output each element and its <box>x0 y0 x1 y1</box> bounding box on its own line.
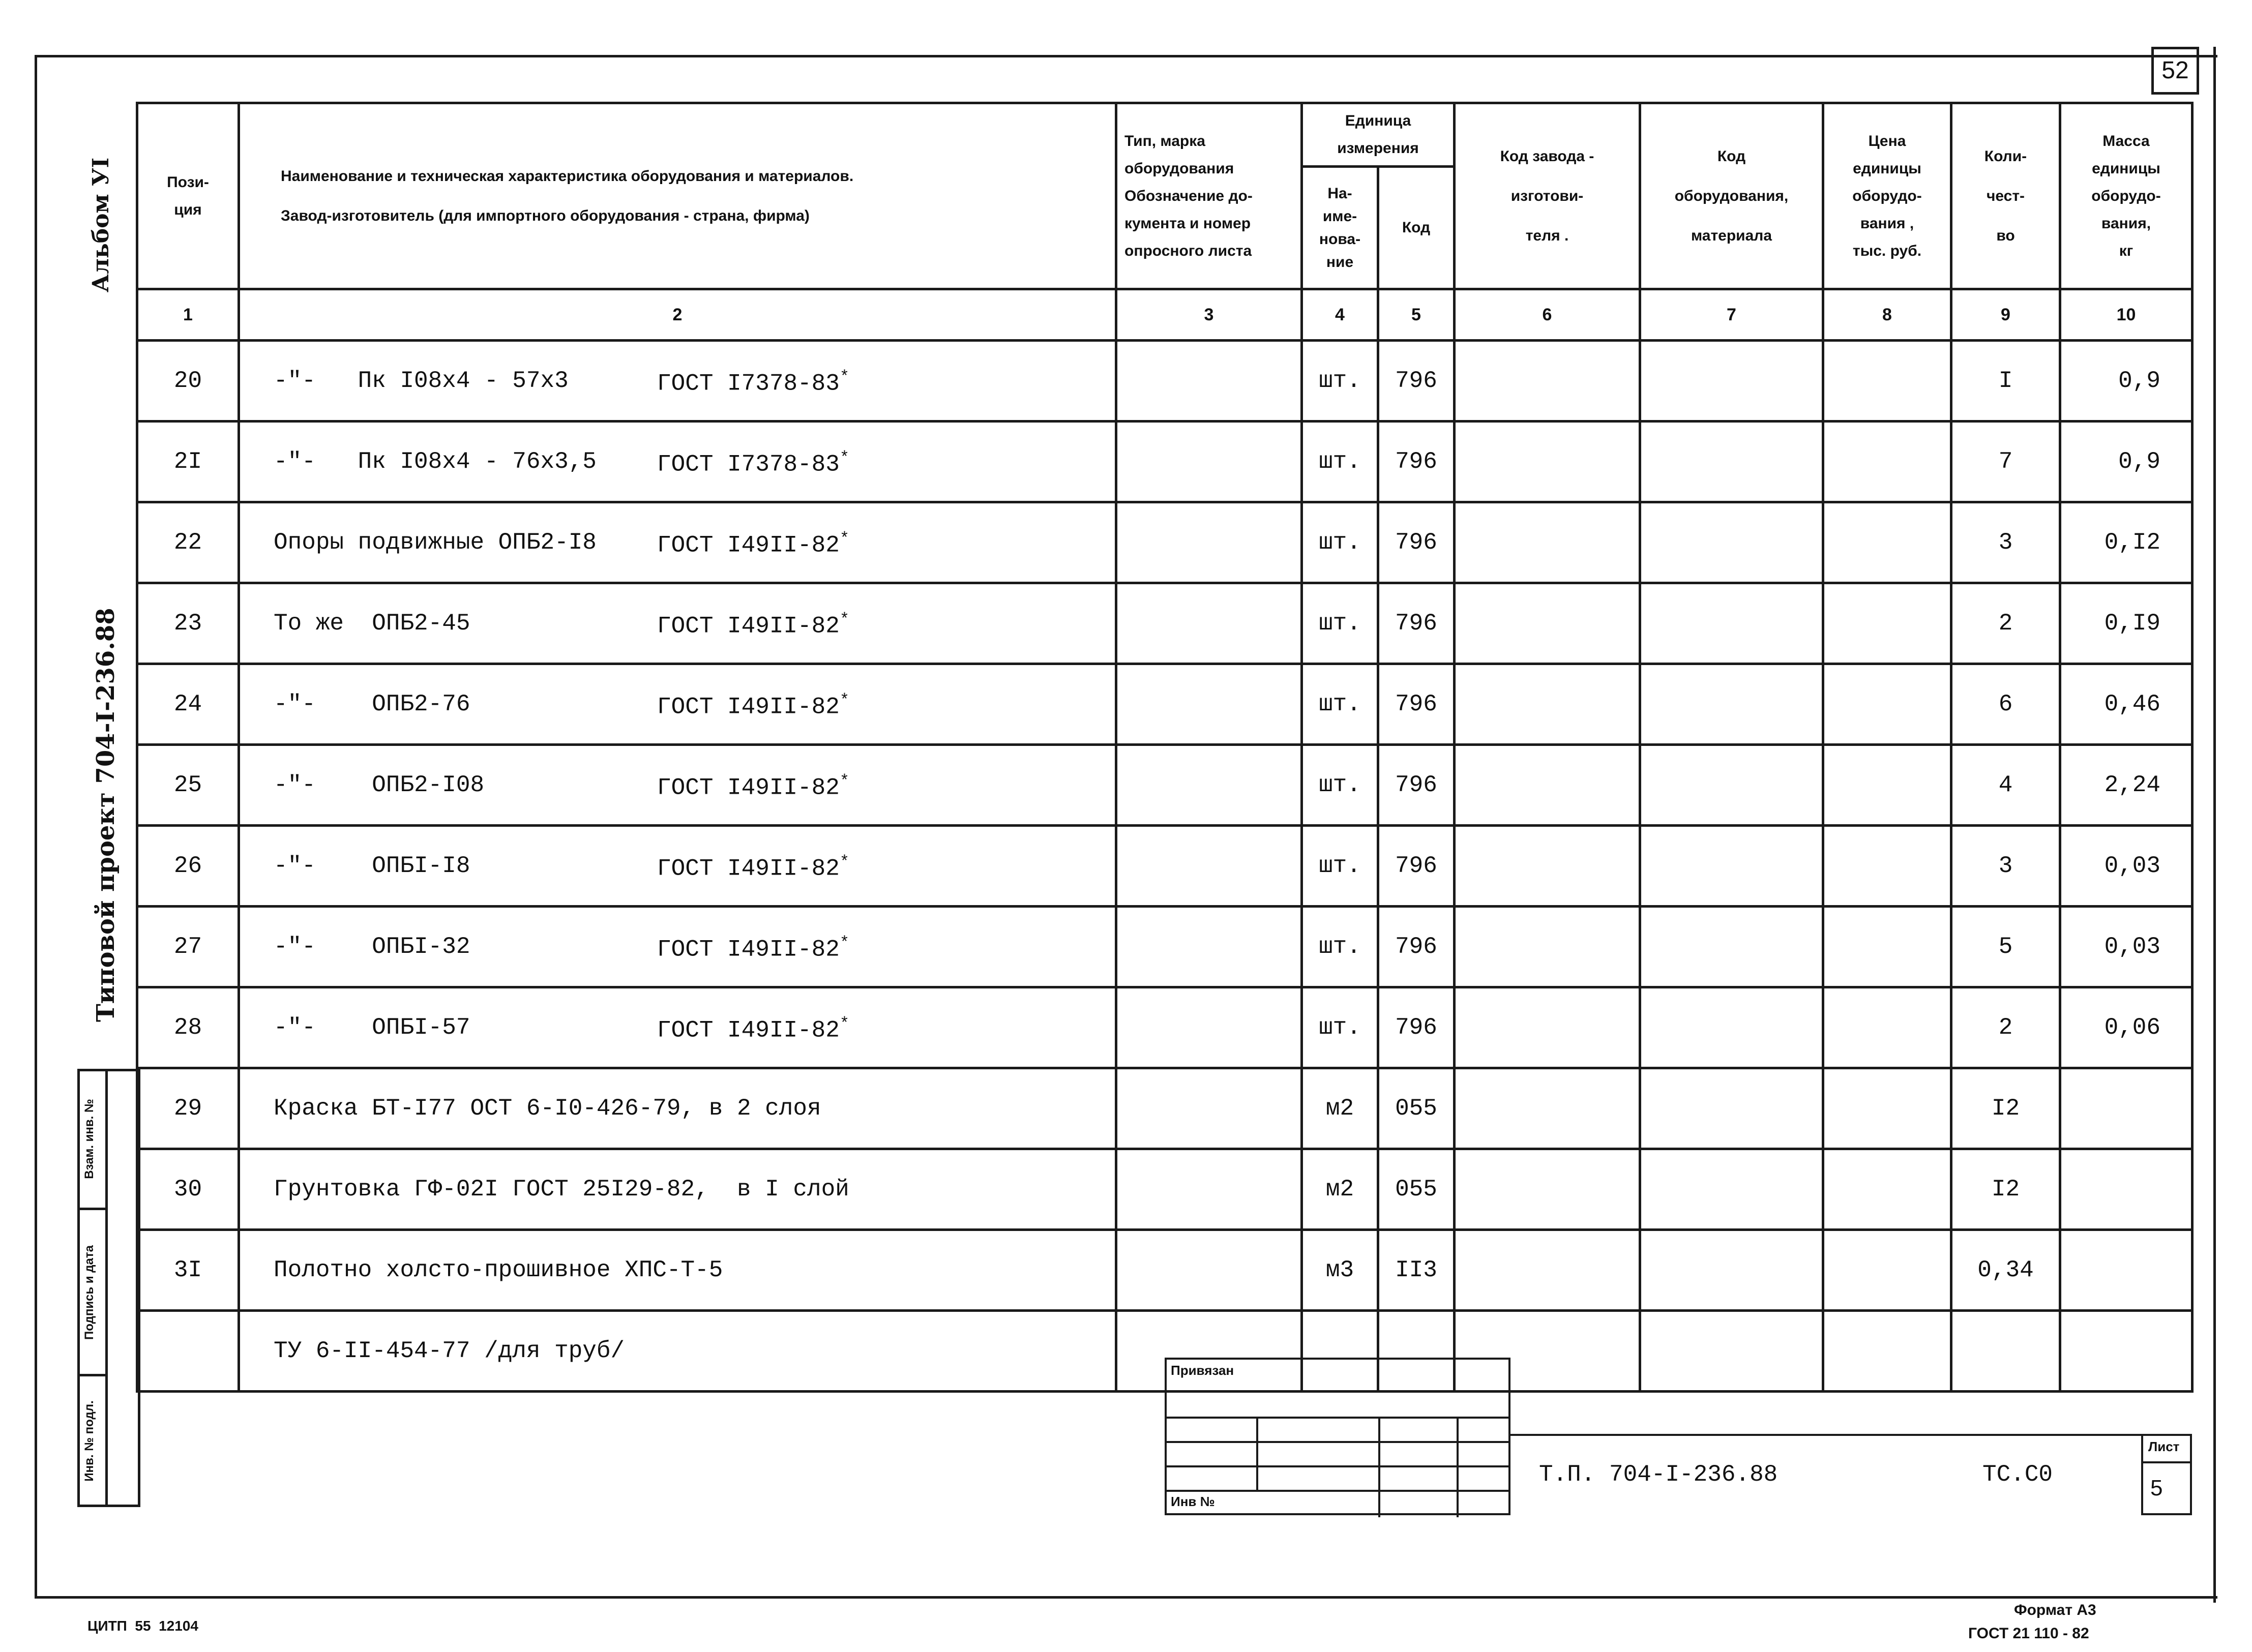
colnum-2: 2 <box>239 289 1116 341</box>
row-name: То же ОПБ2-45 ГОСТ I49II-82* <box>239 583 1116 664</box>
colnum-7: 7 <box>1640 289 1823 341</box>
row-gost-star: * <box>839 934 850 952</box>
row-unit-code: 796 <box>1378 826 1455 907</box>
row-price <box>1823 826 1951 907</box>
table-row <box>137 907 2192 987</box>
row-material-code <box>1640 907 1823 987</box>
row-maker-code <box>1455 664 1640 745</box>
row-quantity: 4 <box>1951 745 2060 826</box>
row-position: 25 <box>137 745 239 826</box>
doc-code-area <box>1508 1434 2192 1515</box>
row-name: -"- ОПБI-57 ГОСТ I49II-82* <box>239 987 1116 1068</box>
header-col8: Цена единицы оборудо- вания , тыс. руб. <box>1823 103 1951 289</box>
table-row <box>137 1149 2192 1230</box>
row-type <box>1116 664 1302 745</box>
list-label: Лист <box>2148 1439 2180 1454</box>
row31-continuation: ТУ 6-II-454-77 /для труб/ <box>239 1311 1116 1392</box>
row-name: -"- Пк I08x4 - 57x3 ГОСТ I7378-83* <box>239 341 1116 422</box>
row-gost-star: * <box>839 368 850 386</box>
row-material-code <box>1640 502 1823 583</box>
stamp-line-2 <box>80 1374 105 1376</box>
row-position: 29 <box>137 1068 239 1149</box>
doc-mark: ТС.С0 <box>1982 1461 2053 1488</box>
colnum-3: 3 <box>1116 289 1302 341</box>
row-quantity: 5 <box>1951 907 2060 987</box>
colnum-6: 6 <box>1455 289 1640 341</box>
row-price <box>1823 1230 1951 1311</box>
row-maker-code <box>1455 422 1640 502</box>
privyazan-label: Привязан <box>1171 1363 1234 1378</box>
row-unit: шт. <box>1302 987 1378 1068</box>
row-name: Полотно холсто-прошивное ХПС-Т-5 <box>239 1230 1116 1311</box>
row-name: -"- ОПБ2-76 ГОСТ I49II-82* <box>239 664 1116 745</box>
colnum-4: 4 <box>1302 289 1378 341</box>
row-mass <box>2060 1068 2192 1149</box>
row-quantity: I2 <box>1951 1149 2060 1230</box>
row-unit-code: II3 <box>1378 1230 1455 1311</box>
row-unit-code: 796 <box>1378 664 1455 745</box>
table-row <box>137 745 2192 826</box>
colnum-8: 8 <box>1823 289 1951 341</box>
row-unit-code: 796 <box>1378 583 1455 664</box>
row-position: 27 <box>137 907 239 987</box>
row-position: 28 <box>137 987 239 1068</box>
row-material-code <box>1640 583 1823 664</box>
row-unit: шт. <box>1302 502 1378 583</box>
row-mass: 0,06 <box>2060 987 2192 1068</box>
row-unit: м2 <box>1302 1149 1378 1230</box>
row-position: 22 <box>137 502 239 583</box>
row-gost: ГОСТ I49II-82 <box>657 774 840 801</box>
stamp-label-inv: Инв. № подл. <box>82 1400 96 1482</box>
row-material-code <box>1640 1068 1823 1149</box>
row-maker-code <box>1455 826 1640 907</box>
header-col5: Код <box>1378 167 1455 289</box>
row-unit-code: 796 <box>1378 987 1455 1068</box>
row-unit-code: 055 <box>1378 1068 1455 1149</box>
row-unit-code: 796 <box>1378 907 1455 987</box>
tb-vline-2 <box>1378 1417 1380 1517</box>
row-gost-star: * <box>839 529 850 548</box>
table-row <box>137 583 2192 664</box>
row-price <box>1823 422 1951 502</box>
row-position: 26 <box>137 826 239 907</box>
row-type <box>1116 1149 1302 1230</box>
header-col10: Масса единицы оборудо- вания, кг <box>2060 103 2192 289</box>
row-price <box>1823 987 1951 1068</box>
footer-gost: ГОСТ 21 110 - 82 <box>1968 1625 2089 1642</box>
row-unit-code: 796 <box>1378 502 1455 583</box>
row-mass: 0,46 <box>2060 664 2192 745</box>
row-gost: ГОСТ I49II-82 <box>657 613 840 640</box>
row-name: -"- ОПБI-I8 ГОСТ I49II-82* <box>239 826 1116 907</box>
row-mass: 0,I2 <box>2060 502 2192 583</box>
table-body <box>137 341 2192 1311</box>
row-price <box>1823 907 1951 987</box>
header-col1: Пози- ция <box>137 103 239 289</box>
row-material-code <box>1640 422 1823 502</box>
row-position: 24 <box>137 664 239 745</box>
header-unit-group: Единица измерения <box>1302 103 1455 167</box>
header-col2: Наименование и техническая характеристика оборудования и материалов. Завод-изготовитель (для импортного оборудования - страна, фирма) <box>239 103 1116 289</box>
row-name: Грунтовка ГФ-02I ГОСТ 25I29-82, в I слой <box>239 1149 1116 1230</box>
row-maker-code <box>1455 583 1640 664</box>
row-name: -"- ОПБI-32 ГОСТ I49II-82* <box>239 907 1116 987</box>
list-divider <box>2143 1461 2190 1463</box>
row-unit: шт. <box>1302 341 1378 422</box>
table-row <box>137 502 2192 583</box>
row-maker-code <box>1455 1149 1640 1230</box>
row-quantity: 2 <box>1951 987 2060 1068</box>
row-maker-code <box>1455 745 1640 826</box>
table-row <box>137 987 2192 1068</box>
colnum-9: 9 <box>1951 289 2060 341</box>
album-label: Альбом УI <box>88 157 114 292</box>
row-maker-code <box>1455 341 1640 422</box>
row-quantity: 3 <box>1951 826 2060 907</box>
list-number: 5 <box>2150 1476 2163 1500</box>
row-unit: м3 <box>1302 1230 1378 1311</box>
row-unit: шт. <box>1302 826 1378 907</box>
page-number: 52 <box>2161 57 2189 84</box>
row-material-code <box>1640 987 1823 1068</box>
header-col4: На- име- нова- ние <box>1302 167 1378 289</box>
stamp-column <box>77 1069 140 1507</box>
row-quantity: 6 <box>1951 664 2060 745</box>
row-name: -"- Пк I08x4 - 76x3,5 ГОСТ I7378-83* <box>239 422 1116 502</box>
row-gost-star: * <box>839 448 850 467</box>
row-unit: шт. <box>1302 907 1378 987</box>
header-col7: Код оборудования, материала <box>1640 103 1823 289</box>
row-gost: ГОСТ I49II-82 <box>657 855 840 882</box>
row-maker-code <box>1455 1230 1640 1311</box>
row-type <box>1116 583 1302 664</box>
row-mass <box>2060 1230 2192 1311</box>
row-type <box>1116 1068 1302 1149</box>
row-quantity: I <box>1951 341 2060 422</box>
row-position: 2I <box>137 422 239 502</box>
row-mass: 0,9 <box>2060 422 2192 502</box>
row-gost-star: * <box>839 1014 850 1033</box>
row-position: 30 <box>137 1149 239 1230</box>
row-price <box>1823 341 1951 422</box>
row-mass: 2,24 <box>2060 745 2192 826</box>
header-col6: Код завода - изготови- теля . <box>1455 103 1640 289</box>
row-type <box>1116 422 1302 502</box>
stamp-label-podpis: Подпись и дата <box>82 1245 96 1340</box>
row-unit-code: 796 <box>1378 745 1455 826</box>
row-gost: ГОСТ I49II-82 <box>657 694 840 720</box>
sheet-number-box <box>2141 1434 2192 1515</box>
project-label: Типовой проект 704-I-236.88 <box>92 608 120 1022</box>
row-quantity: I2 <box>1951 1068 2060 1149</box>
table-row <box>137 826 2192 907</box>
table-row <box>137 1230 2192 1311</box>
row-unit: шт. <box>1302 583 1378 664</box>
header-col9: Коли- чест- во <box>1951 103 2060 289</box>
colnum-5: 5 <box>1378 289 1455 341</box>
row-maker-code <box>1455 987 1640 1068</box>
row-material-code <box>1640 341 1823 422</box>
tb-vline-3 <box>1457 1417 1459 1517</box>
row-mass: 0,I9 <box>2060 583 2192 664</box>
row-unit: шт. <box>1302 422 1378 502</box>
row-type <box>1116 502 1302 583</box>
row-material-code <box>1640 745 1823 826</box>
footer-format: Формат А3 <box>2014 1602 2096 1618</box>
row-name: -"- ОПБ2-I08 ГОСТ I49II-82* <box>239 745 1116 826</box>
column-number-row <box>137 289 2192 341</box>
row-quantity: 0,34 <box>1951 1230 2060 1311</box>
frame-right-edge <box>2213 47 2216 1603</box>
colnum-10: 10 <box>2060 289 2192 341</box>
specification-table <box>136 102 2194 1393</box>
row-unit-code: 796 <box>1378 341 1455 422</box>
doc-code: Т.П. 704-I-236.88 <box>1539 1461 1778 1488</box>
colnum-1: 1 <box>137 289 239 341</box>
privyazan-box <box>1165 1358 1510 1515</box>
row-unit-code: 796 <box>1378 422 1455 502</box>
row-type <box>1116 1230 1302 1311</box>
header-col3: Тип, марка оборудования Обозначение до- кумента и номер опросного листа <box>1116 103 1302 289</box>
row-gost-star: * <box>839 772 850 791</box>
tb-vline-1 <box>1256 1417 1258 1492</box>
row-quantity: 3 <box>1951 502 2060 583</box>
row-price <box>1823 1149 1951 1230</box>
footer-left-code: ЦИТП 55 12104 <box>87 1618 198 1634</box>
table-row <box>137 422 2192 502</box>
row-gost-star: * <box>839 610 850 629</box>
row-gost: ГОСТ I7378-83 <box>657 370 840 397</box>
row-type <box>1116 341 1302 422</box>
header-row-1 <box>137 103 2192 167</box>
row-maker-code <box>1455 502 1640 583</box>
row-mass: 0,03 <box>2060 826 2192 907</box>
row-mass <box>2060 1149 2192 1230</box>
row-material-code <box>1640 826 1823 907</box>
row-position: 23 <box>137 583 239 664</box>
row-gost-star: * <box>839 691 850 710</box>
row-material-code <box>1640 1230 1823 1311</box>
row-quantity: 7 <box>1951 422 2060 502</box>
row-maker-code <box>1455 1068 1640 1149</box>
row-mass: 0,9 <box>2060 341 2192 422</box>
row-gost: ГОСТ I49II-82 <box>657 1017 840 1044</box>
table-row <box>137 341 2192 422</box>
row-gost: ГОСТ I7378-83 <box>657 451 840 478</box>
row-type <box>1116 987 1302 1068</box>
row-position: 3I <box>137 1230 239 1311</box>
row-unit-code: 055 <box>1378 1149 1455 1230</box>
stamp-label-vzam: Взам. инв. № <box>82 1099 96 1179</box>
row-position: 20 <box>137 341 239 422</box>
row-name: Краска БТ-I77 ОСТ 6-I0-426-79, в 2 слоя <box>239 1068 1116 1149</box>
row-gost-star: * <box>839 853 850 872</box>
row-name: Опоры подвижные ОПБ2-I8 ГОСТ I49II-82* <box>239 502 1116 583</box>
row-maker-code <box>1455 907 1640 987</box>
row-unit: м2 <box>1302 1068 1378 1149</box>
table-row <box>137 664 2192 745</box>
row-price <box>1823 502 1951 583</box>
stamp-line-1 <box>80 1208 105 1210</box>
row-quantity: 2 <box>1951 583 2060 664</box>
inv-no-label: Инв № <box>1171 1494 1215 1509</box>
row-material-code <box>1640 1149 1823 1230</box>
row-type <box>1116 907 1302 987</box>
title-block <box>1165 1358 2192 1515</box>
table-row <box>137 1068 2192 1149</box>
row-unit: шт. <box>1302 664 1378 745</box>
row-mass: 0,03 <box>2060 907 2192 987</box>
row-type <box>1116 745 1302 826</box>
row-gost: ГОСТ I49II-82 <box>657 936 840 963</box>
row-price <box>1823 583 1951 664</box>
row-price <box>1823 745 1951 826</box>
row-price <box>1823 1068 1951 1149</box>
row-unit: шт. <box>1302 745 1378 826</box>
row-price <box>1823 664 1951 745</box>
row-type <box>1116 826 1302 907</box>
row-material-code <box>1640 664 1823 745</box>
row-gost: ГОСТ I49II-82 <box>657 532 840 559</box>
